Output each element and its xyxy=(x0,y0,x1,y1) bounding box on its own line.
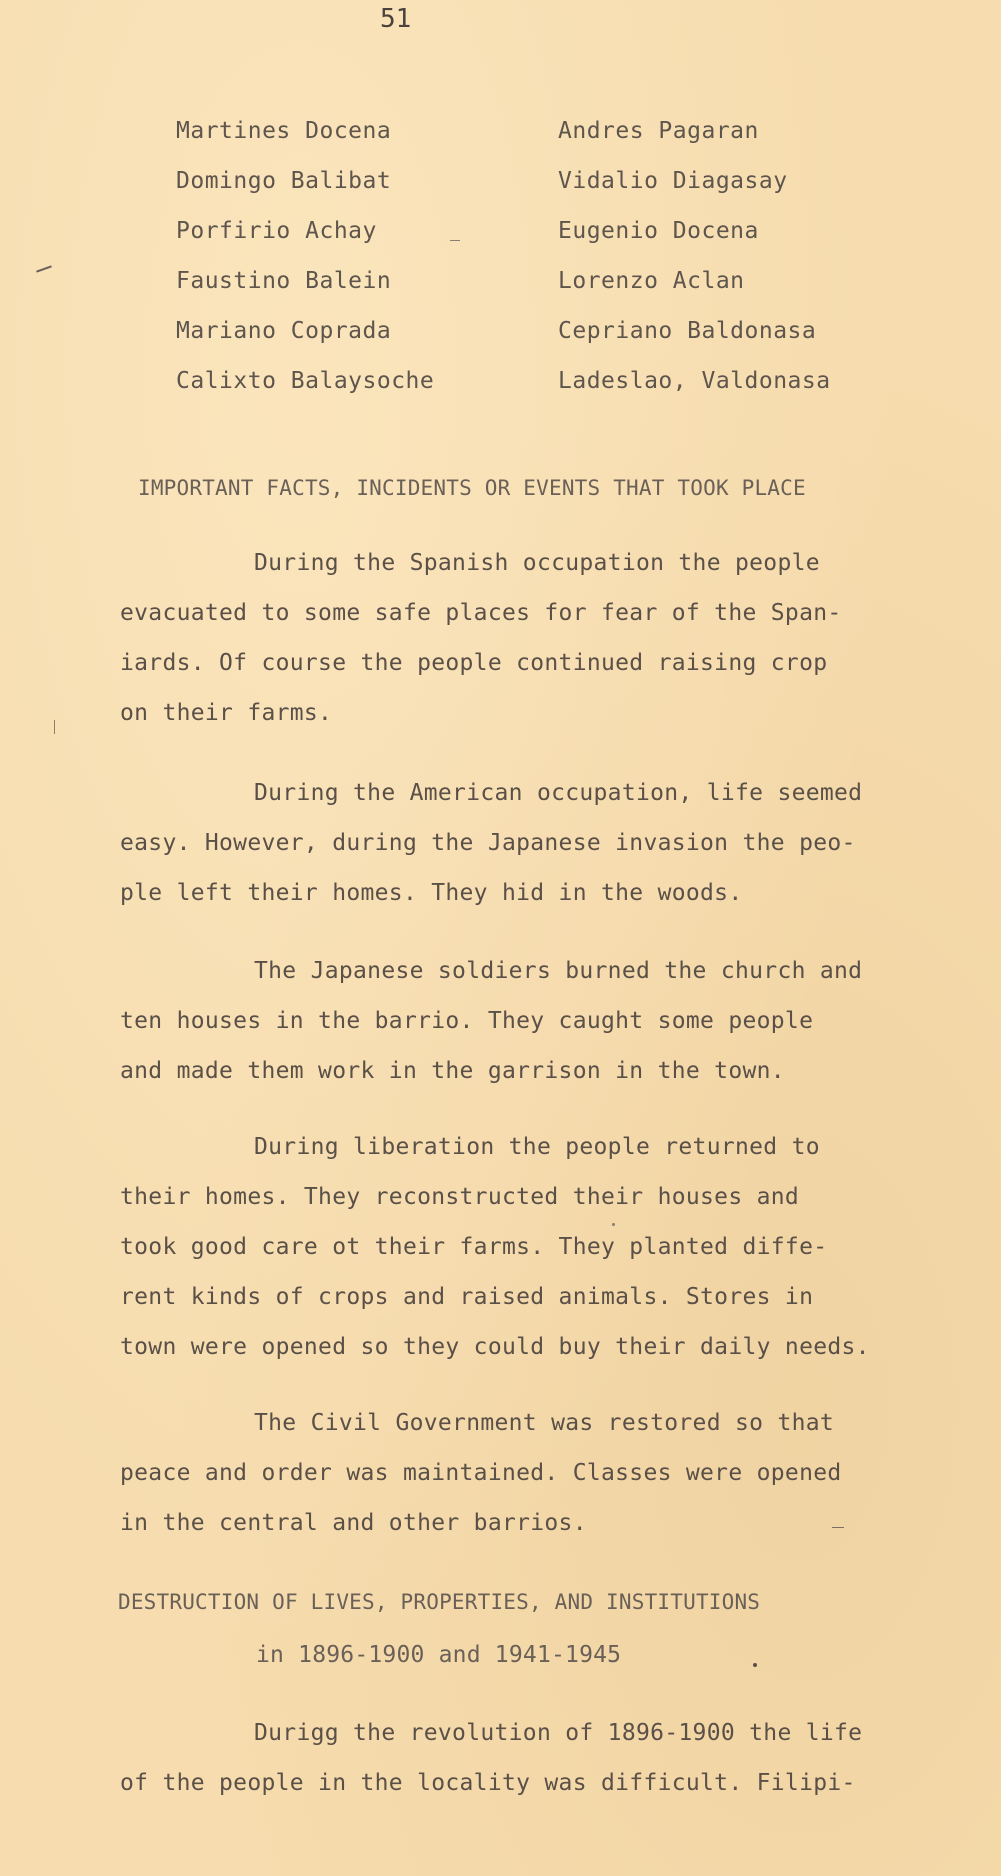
name-right: Eugenio Docena xyxy=(558,218,759,244)
stray-mark xyxy=(612,1223,615,1226)
name-left: Martines Docena xyxy=(176,118,392,144)
text-line: of the people in the locality was difficult. Filipi- xyxy=(120,1770,856,1796)
text-line: The Japanese soldiers burned the church and xyxy=(254,958,863,984)
name-row xyxy=(0,118,1001,168)
text-line: ple left their homes. They hid in the woods. xyxy=(120,880,743,906)
name-left: Porfirio Achay xyxy=(176,218,377,244)
text-line: During liberation the people returned to xyxy=(254,1134,820,1160)
name-right: Andres Pagaran xyxy=(558,118,759,144)
name-right: Lorenzo Aclan xyxy=(558,268,745,294)
text-line: evacuated to some safe places for fear of the Span- xyxy=(120,600,842,626)
text-line: and made them work in the garrison in the town. xyxy=(120,1058,785,1084)
text-line: town were opened so they could buy their daily needs. xyxy=(120,1334,870,1360)
name-row xyxy=(0,218,1001,268)
stray-mark xyxy=(450,240,460,241)
text-line: on their farms. xyxy=(120,700,333,726)
stray-mark xyxy=(753,1663,757,1667)
name-right: Cepriano Baldonasa xyxy=(558,318,817,344)
text-line: took good care ot their farms. They planted diffe- xyxy=(120,1234,828,1260)
text-line: During the American occupation, life seemed xyxy=(254,780,863,806)
section-heading: DESTRUCTION OF LIVES, PROPERTIES, AND INSTITUTIONS xyxy=(118,1590,761,1614)
name-row xyxy=(0,368,1001,418)
name-left: Faustino Balein xyxy=(176,268,392,294)
text-line: in the central and other barrios. xyxy=(120,1510,587,1536)
text-line: ten houses in the barrio. They caught some people xyxy=(120,1008,814,1034)
text-line: The Civil Government was restored so that xyxy=(254,1410,835,1436)
names-list xyxy=(0,118,1001,418)
name-left: Mariano Coprada xyxy=(176,318,392,344)
text-line: During the Spanish occupation the people xyxy=(254,550,820,576)
name-left: Domingo Balibat xyxy=(176,168,392,194)
page-number: 51 xyxy=(380,4,412,34)
text-line: iards. Of course the people continued raising crop xyxy=(120,650,828,676)
text-line: their homes. They reconstructed their houses and xyxy=(120,1184,800,1210)
text-line: Durigg the revolution of 1896-1900 the life xyxy=(254,1720,863,1746)
stray-mark xyxy=(832,1527,844,1528)
section-subheading: in 1896-1900 and 1941-1945 xyxy=(256,1642,622,1668)
text-line: peace and order was maintained. Classes were opened xyxy=(120,1460,842,1486)
name-row xyxy=(0,168,1001,218)
section-heading: IMPORTANT FACTS, INCIDENTS OR EVENTS THAT TOOK PLACE xyxy=(138,476,806,500)
name-row xyxy=(0,318,1001,368)
name-right: Ladeslao, Valdonasa xyxy=(558,368,831,394)
name-row xyxy=(0,268,1001,318)
text-line: rent kinds of crops and raised animals. Stores in xyxy=(120,1284,814,1310)
text-line: easy. However, during the Japanese invasion the peo- xyxy=(120,830,856,856)
name-right: Vidalio Diagasay xyxy=(558,168,788,194)
name-left: Calixto Balaysoche xyxy=(176,368,435,394)
stray-mark xyxy=(54,720,55,734)
